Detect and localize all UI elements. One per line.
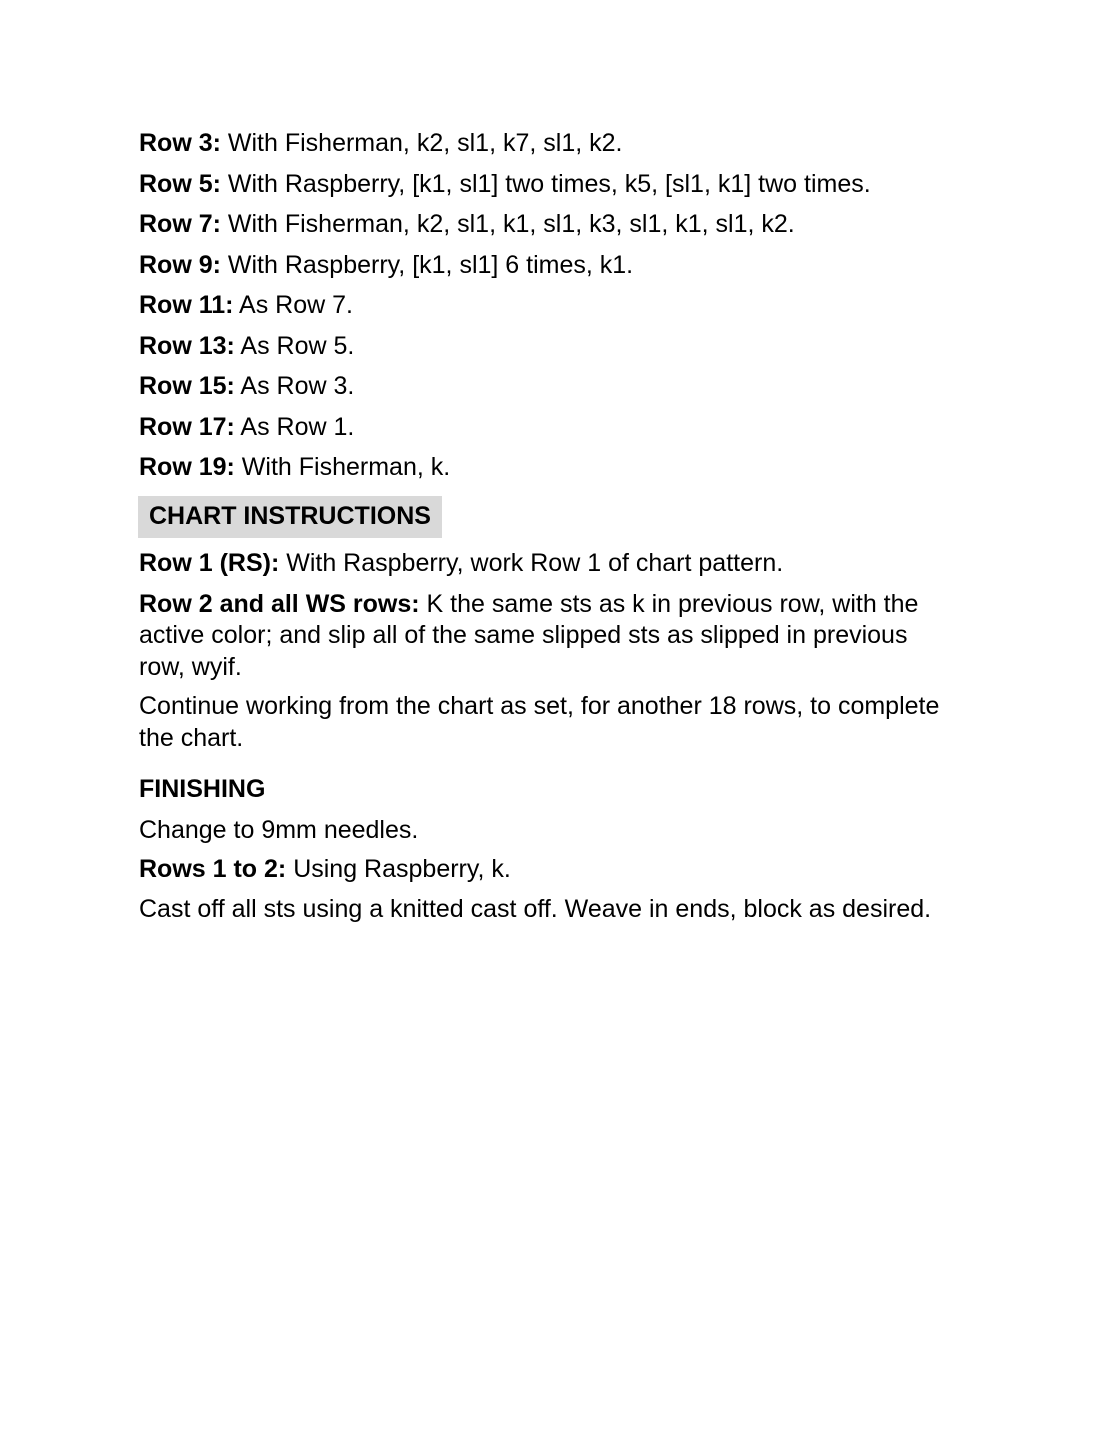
- row-text: With Raspberry, work Row 1 of chart pattern.: [279, 548, 784, 577]
- row-text: With Raspberry, [k1, sl1] two times, k5, [sl1, k1] two times.: [220, 169, 871, 198]
- row-3-instruction: [139, 128, 959, 159]
- row-label: Row 17:: [139, 412, 235, 441]
- row-label: Row 9:: [139, 250, 221, 279]
- chart-row-1-instruction: [139, 548, 959, 579]
- row-label: Row 11:: [139, 291, 234, 319]
- row-label: Row 5:: [139, 169, 221, 198]
- chart-ws-rows-instruction: [139, 589, 959, 684]
- row-label: Row 1 (RS):: [139, 548, 280, 577]
- row-text: With Fisherman, k.: [234, 453, 451, 481]
- row-text: Using Raspberry, k.: [286, 855, 511, 883]
- row-label: Row 2 and all WS rows:: [139, 589, 420, 618]
- chart-instructions-heading: CHART INSTRUCTIONS: [138, 496, 442, 538]
- row-label: Row 19:: [139, 453, 235, 481]
- row-15-instruction: [139, 371, 959, 402]
- row-label: Row 15:: [139, 372, 235, 400]
- finishing-heading: FINISHING: [139, 775, 266, 803]
- row-label: Row 7:: [139, 210, 221, 238]
- row-5-instruction: [139, 169, 959, 200]
- row-label: Row 13:: [139, 331, 235, 360]
- row-17-instruction: [139, 412, 959, 443]
- row-text: K the same sts as k in previous row, with the active color; and slip all of the same slipped sts as slipped in previous row, wyif.: [139, 589, 919, 681]
- chart-continue-instruction: Continue working from the chart as set, for another 18 rows, to complete the chart.: [139, 692, 940, 752]
- row-9-instruction: [139, 250, 959, 281]
- row-text: As Row 5.: [234, 331, 355, 360]
- row-text: With Fisherman, k2, sl1, k7, sl1, k2.: [220, 129, 623, 157]
- row-text: With Raspberry, [k1, sl1] 6 times, k1.: [220, 250, 634, 279]
- row-text: As Row 7.: [233, 291, 353, 319]
- row-11-instruction: [139, 290, 959, 321]
- row-label: Rows 1 to 2:: [139, 855, 287, 883]
- pattern-page: [139, 128, 959, 926]
- row-19-instruction: [139, 452, 959, 483]
- row-text: As Row 3.: [234, 372, 355, 400]
- finishing-rows-instruction: [139, 854, 959, 885]
- row-text: As Row 1.: [234, 412, 355, 441]
- row-instructions: [139, 128, 959, 483]
- row-13-instruction: [139, 331, 959, 362]
- row-label: Row 3:: [139, 129, 221, 157]
- cast-off-instruction: Cast off all sts using a knitted cast off. Weave in ends, block as desired.: [139, 895, 932, 923]
- row-7-instruction: [139, 209, 959, 240]
- needles-instruction: Change to 9mm needles.: [139, 816, 419, 844]
- row-text: With Fisherman, k2, sl1, k1, sl1, k3, sl1, k1, sl1, k2.: [220, 210, 795, 238]
